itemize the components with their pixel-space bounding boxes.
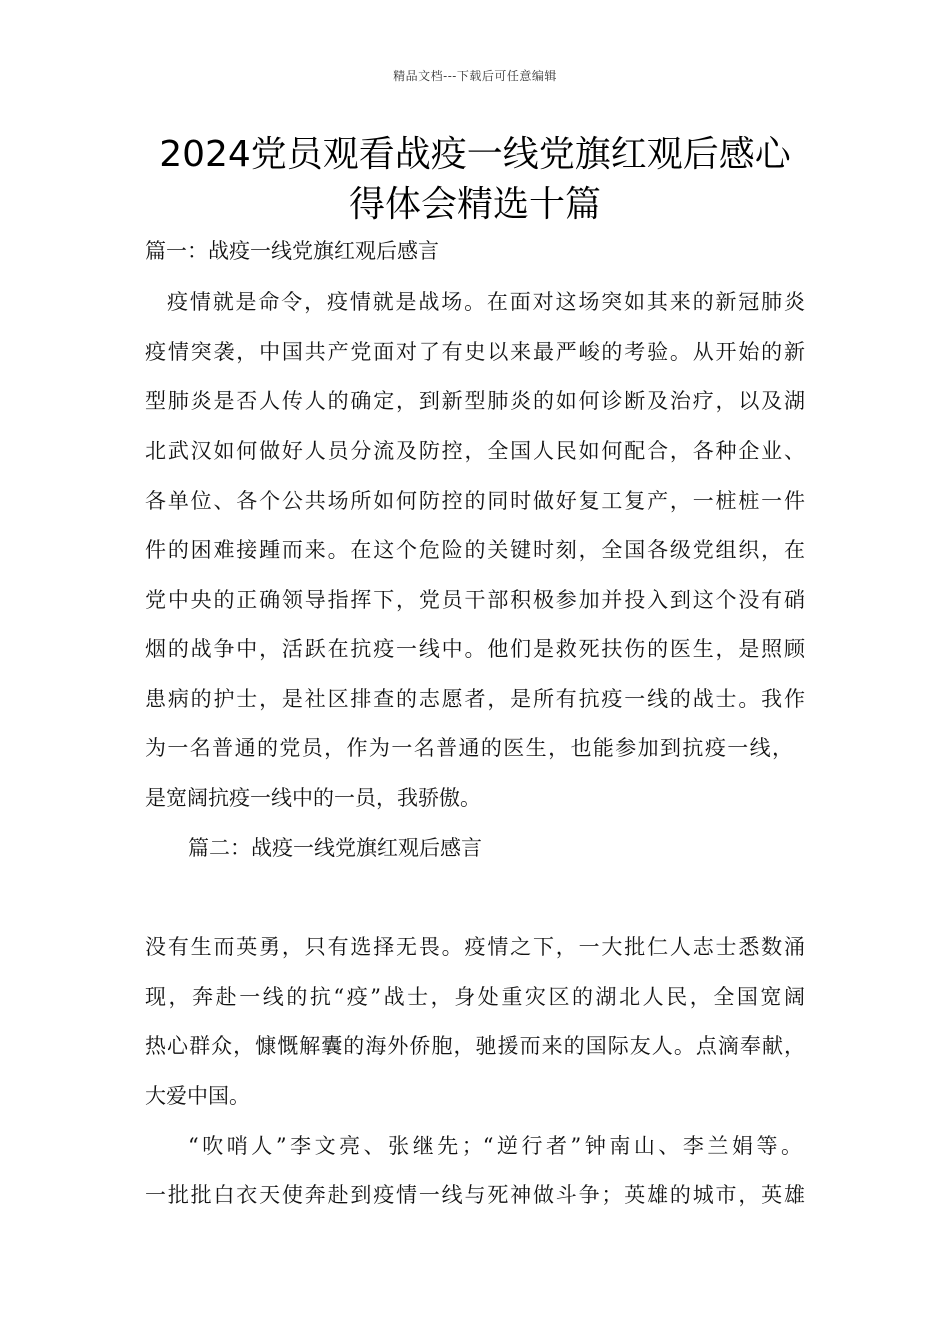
document-title — [120, 130, 830, 230]
section-1-line-11: 是宽阔抗疫一线中的一员，我骄傲。 — [145, 786, 481, 810]
section-2-line-2: 现，奔赴一线的抗“疫”战士，身处重灾区的湖北人民，全国宽阔 — [145, 985, 805, 1009]
section-1-line-3: 型肺炎是否人传人的确定，到新型肺炎的如何诊断及治疗，以及湖 — [145, 389, 805, 413]
section-1-heading: 篇一：战疫一线党旗红观后感言 — [145, 239, 439, 263]
title-line-2: 得体会精选十篇 — [348, 184, 601, 225]
section-1-line-1: 疫情就是命令，疫情就是战场。在面对这场突如其来的新冠肺炎 — [167, 290, 805, 314]
running-header: 精品文档---下载后可任意编辑 — [393, 69, 557, 83]
section-2-heading: 篇二：战疫一线党旗红观后感言 — [188, 836, 482, 860]
section-2-line-1: 没有生而英勇，只有选择无畏。疫情之下，一大批仁人志士悉数涌 — [145, 935, 805, 959]
section-1-line-8: 烟的战争中，活跃在抗疫一线中。他们是救死扶伤的医生，是照顾 — [145, 637, 805, 661]
section-1-line-4: 北武汉如何做好人员分流及防控，全国人民如何配合，各种企业、 — [145, 439, 805, 463]
section-1-line-10: 为一名普通的党员，作为一名普通的医生，也能参加到抗疫一线， — [145, 736, 793, 760]
section-1-line-6: 件的困难接踵而来。在这个危险的关键时刻，全国各级党组织，在 — [145, 538, 805, 562]
section-2-line-4: 大爱中国。 — [145, 1084, 250, 1108]
section-1-line-7: 党中央的正确领导指挥下，党员干部积极参加并投入到这个没有硝 — [145, 588, 805, 612]
section-1-line-5: 各单位、各个公共场所如何防控的同时做好复工复产，一桩桩一件 — [145, 489, 805, 513]
section-2-line-5: “吹哨人”李文亮、张继先；“逆行者”钟南山、李兰娟等。 — [188, 1134, 802, 1158]
section-1-line-2: 疫情突袭，中国共产党面对了有史以来最严峻的考验。从开始的新 — [145, 340, 805, 364]
title-line-1: 2024党员观看战疫一线党旗红观后感心 — [159, 134, 791, 175]
section-2-line-6: 一批批白衣天使奔赴到疫情一线与死神做斗争；英雄的城市，英雄 — [145, 1183, 805, 1207]
section-1-line-9: 患病的护士，是社区排查的志愿者，是所有抗疫一线的战士。我作 — [145, 687, 805, 711]
section-2-line-3: 热心群众，慷慨解囊的海外侨胞，驰援而来的国际友人。点滴奉献， — [145, 1034, 805, 1058]
